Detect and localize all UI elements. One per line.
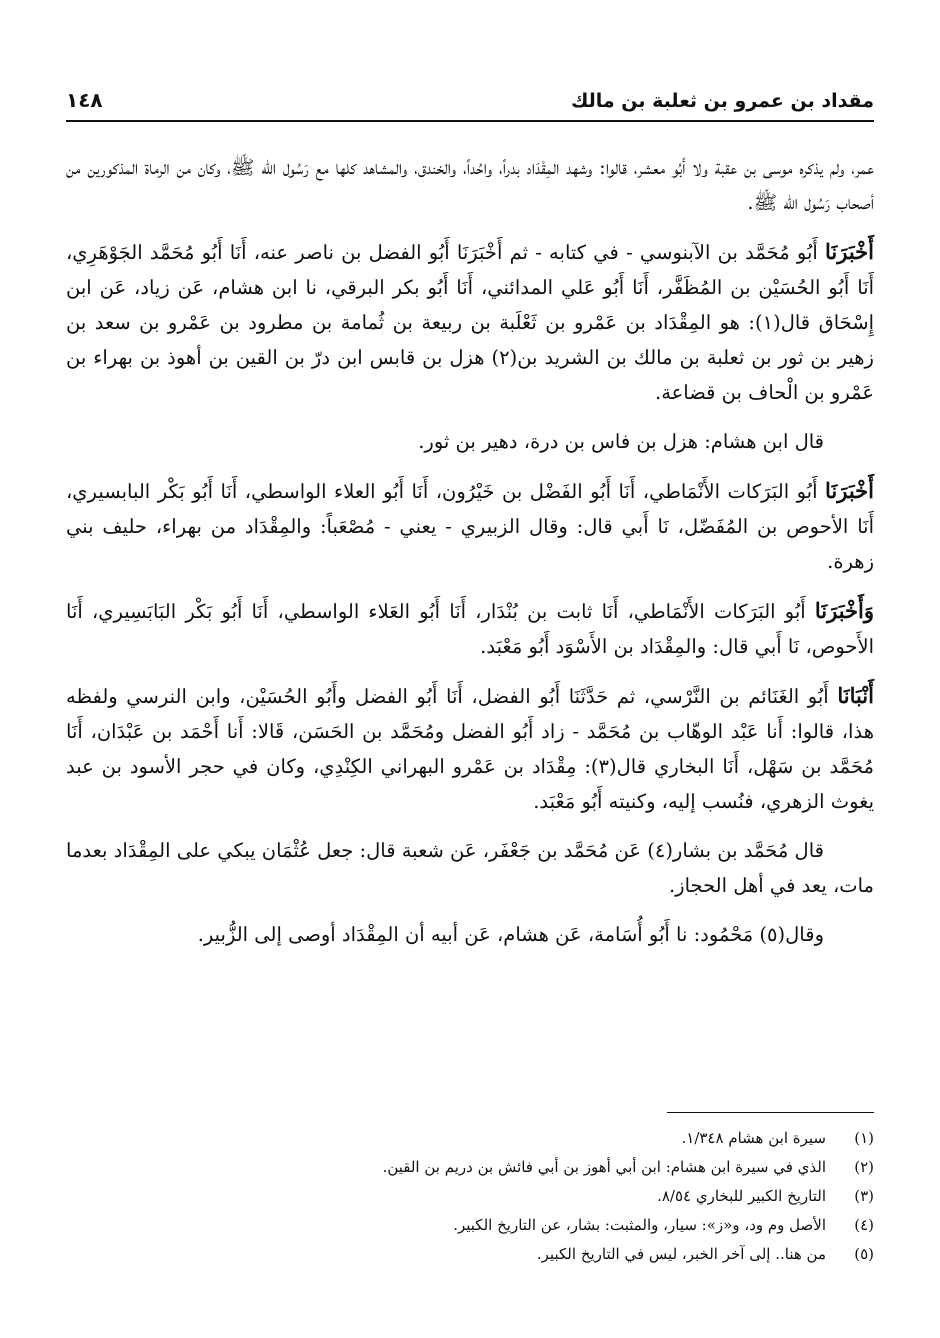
paragraph-text: قال ابن هشام: هزل بن فاس بن درة، دهير بن ثور. xyxy=(418,430,824,453)
isnad-lead-word: أَخْبَرَنَا xyxy=(825,239,874,264)
footnote xyxy=(66,1124,874,1153)
footnote xyxy=(66,1240,874,1269)
paragraph-text: وقال(٥) مَحْمُود: نا أَبُو أُسَامة، عَن هشام، عَن أبيه أن المِقْدَاد أوصى إلى الزُّبير. xyxy=(197,923,824,946)
paragraph xyxy=(66,678,874,819)
paragraph xyxy=(66,917,874,952)
isnad-lead-word: وَأَخْبَرَنَا xyxy=(814,598,874,623)
footnote xyxy=(66,1211,874,1240)
footnote-text: من هنا.. إلى آخر الخبر، ليس في التاريخ الكبير. xyxy=(536,1245,826,1263)
paragraph-text: عمر، ولم يذكره موسى بن عقبة ولا أَبُو معشر، قالوا: وشهد المِقْدَاد بدراً، واحُداً، والخندق، والمشاهد كلها مع رَسُول الله ﷺ، وكان من الرماة المذكورين من أصحاب رَسُول الله ﷺ. xyxy=(66,156,874,214)
footnote-text: التاريخ الكبير للبخاري ٨/٥٤. xyxy=(657,1187,826,1205)
paragraph xyxy=(66,473,874,579)
footnotes xyxy=(66,1124,874,1269)
footnote-text: سيرة ابن هشام ١/٣٤٨. xyxy=(681,1129,826,1147)
footnote-number: (٢) xyxy=(854,1158,874,1176)
paragraph xyxy=(66,234,874,410)
paragraph xyxy=(66,593,874,664)
footnote-divider xyxy=(667,1112,874,1113)
footnote xyxy=(66,1153,874,1182)
paragraph-text: أَبُو الغَنَائم بن النَّرْسي، ثم حَدَّثَنَا أَبُو الفضل، أَنَا أَبُو الفضل وأَبُو الحُسَيْن، وابن النرسي ولفظه هذا، قالوا: أَنا عَبْد الوهّاب بن مُحَمَّد - زاد أَبُو الفضل ومُحَمَّد بن الحَسَن، قَالا: أَنا أَحْمَد بن عَبْدَان، أَنَا مُحَمَّد بن سَهْل، أَنَا البخاري قال(٣): مِقْدَاد بن عَمْرو البهراني الكِنْدِي، وكان في حجر الأسود بن عبد يغوث الزهري، فنُسب إليه، وكنيته أَبُو مَعْبَد. xyxy=(66,685,874,813)
paragraph xyxy=(66,150,874,220)
footnote xyxy=(66,1182,874,1211)
paragraph xyxy=(66,833,874,903)
page-number: ١٤٨ xyxy=(66,88,103,112)
footnote-text: الأصل وم ود، و«ز»: سيار، والمثبت: بشار، عن التاريخ الكبير. xyxy=(453,1216,826,1234)
footnote-text: الذي في سيرة ابن هشام: ابن أبي أهوز بن أبي فائش بن دريم بن القين. xyxy=(382,1158,826,1176)
isnad-lead-word: أَخْبَرَنَا xyxy=(825,478,874,503)
page-header xyxy=(66,78,874,122)
footnote-number: (٤) xyxy=(854,1216,874,1234)
running-title: مقداد بن عمرو بن ثعلبة بن مالك xyxy=(570,90,874,112)
paragraph xyxy=(66,424,874,459)
footnote-number: (٥) xyxy=(854,1245,874,1263)
footnote-number: (١) xyxy=(854,1129,874,1147)
paragraph-text: أَبُو البَرَكات الأَنْمَاطي، أَنَا أَبُو الفَضْل بن خَيْرُون، أَنَا أَبُو العلاء الواسطي، أَنَا أَبُو بَكْر البابسيري، أَنَا الأحوص بن المُفَضّل، نَا أَبي قال: وقال الزبيري - يعني - مُصْعَباً: والمِقْدَاد من بهراء، حليف بني زهرة. xyxy=(66,480,874,573)
isnad-lead-word: أَنْبَانَا xyxy=(837,683,874,708)
main-text xyxy=(66,150,874,966)
paragraph-text: أَبُو البَرَكات الأَنْمَاطي، أَنَا ثابت بن بُنْدَار، أَنَا أَبُو العَلاء الواسطي، أَنَا أَبُو بَكْر البَابَسِيري، أَنَا الأَحوص، نَا أَبي قال: والمِقْدَاد بن الأَسْوَد أَبُو مَعْبَد. xyxy=(66,600,874,658)
paragraph-text: أَبُو مُحَمَّد بن الآبنوسي - في كتابه - ثم أَخْبَرَنَا أَبُو الفضل بن ناصر عنه، أَنَا أَبُو مُحَمَّد الجَوْهَرِي، أَنَا أَبُو الحُسَيْن بن المُظَفَّر، أَنَا أَبُو عَلي المدائني، أَنَا أَبُو بكر البرقي، نا ابن هشام، عَن زياد، عَن ابن إِسْحَاق قال(١): هو المِقْدَاد بن عَمْرو بن ثَعْلَبة بن ربيعة بن ثُمامة بن مطرود بن عَمْرو بن سعد بن زهير بن ثور بن ثعلبة بن مالك بن الشريد بن(٢) هزل بن قابس ابن درّ بن القين بن أهوذ بن بهراء بن عَمْرو بن الْحاف بن قضاعة. xyxy=(66,241,875,404)
paragraph-text: قال مُحَمَّد بن بشار(٤) عَن مُحَمَّد بن جَعْفَر، عَن شعبة قال: جعل عُثْمَان يبكي على المِقْدَاد بعدما مات، يعد في أهل الحجاز. xyxy=(66,839,874,897)
footnote-number: (٣) xyxy=(854,1187,874,1205)
